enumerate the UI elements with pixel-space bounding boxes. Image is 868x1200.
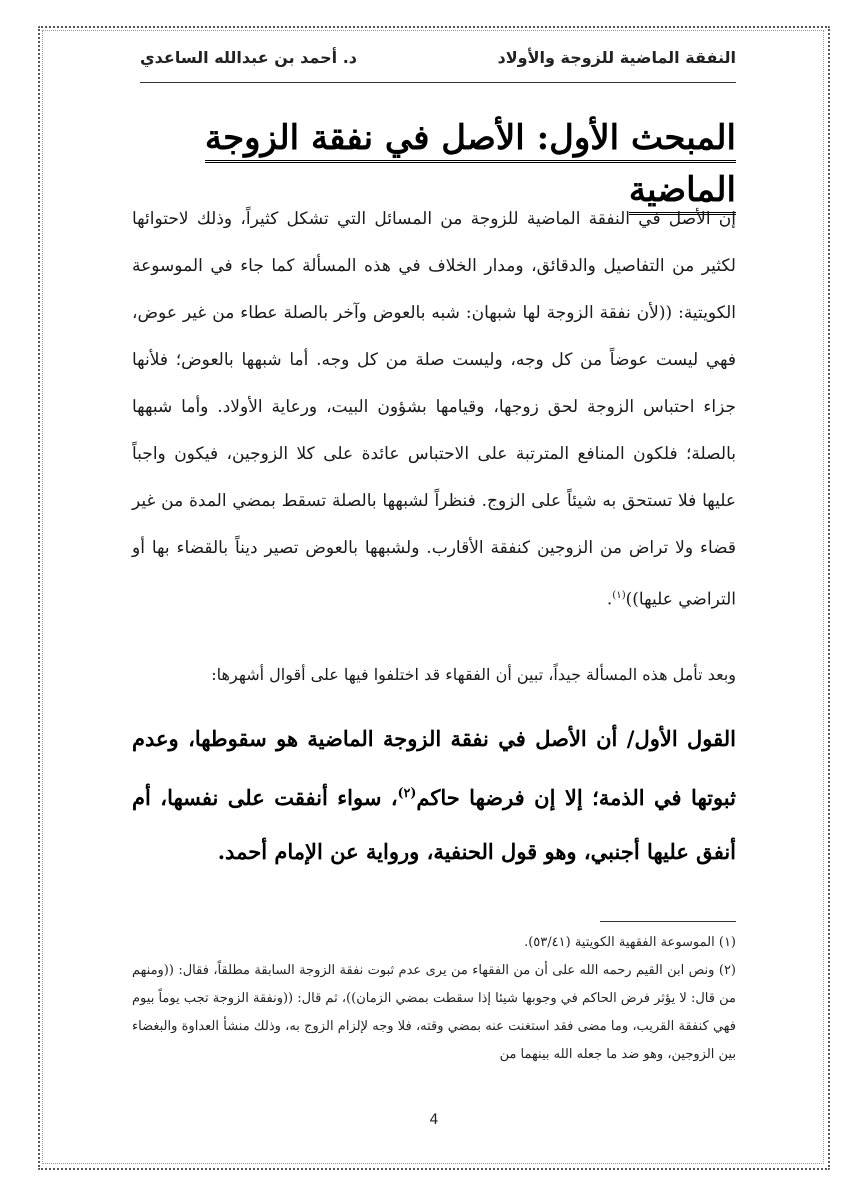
header-rule bbox=[140, 82, 736, 83]
running-header bbox=[140, 40, 736, 74]
section-title-text: المبحث الأول: الأصل في نفقة الزوجة الماضية bbox=[205, 118, 736, 215]
body-end: . bbox=[606, 589, 613, 610]
footnote-rule bbox=[600, 921, 736, 922]
page-number: 4 bbox=[429, 1112, 439, 1128]
header-book-title: النفقة الماضية للزوجة والأولاد bbox=[497, 47, 736, 67]
opinion-text-1: القول الأول/ أن الأصل في نفقة الزوجة الماضية هو سقوطها، وعدم ثبوتها في الذمة؛ إلا إن فرضها حاكم bbox=[132, 726, 736, 810]
footnote-2: (٢) ونص ابن القيم رحمه الله على أن من الفقهاء من يرى عدم ثبوت نفقة الزوجة السابقة مطلقاً، فقال: ((ومنهم من قال: لا يؤثر فرض الحاكم في وجوبها شيئا إذا سقطت بمضي الزمان))، ثم قال: ((ونفقة الزوجة تجب يوماً بيوم فهي كنفقة القريب، وما مضى فقد استغنت عنه بمضي وقته، فلا وجه لإلزام الزوج به، وذلك منشأ العداوة والبغضاء بين الزوجين، وهو ضد ما جعله الله بينهما من bbox=[132, 963, 736, 1062]
opinion-text-2: ، سواء أنفقت على نفسها، أم أنفق عليها أجنبي، وهو قول الحنفية، ورواية عن الإمام أحمد. bbox=[132, 785, 736, 864]
intro-paragraph: وبعد تأمل هذه المسألة جيداً، تبين أن الفقهاء قد اختلفوا فيها على أقوال أشهرها: bbox=[211, 665, 736, 684]
footnote-1: (١) الموسوعة الفقهية الكويتية (٥٣/٤١). bbox=[524, 935, 736, 950]
first-opinion-paragraph bbox=[132, 712, 736, 879]
footnote-ref-1: (١) bbox=[612, 590, 626, 601]
body-paragraph bbox=[132, 196, 736, 624]
footnote-ref-2: (٢) bbox=[397, 785, 417, 800]
footnotes bbox=[132, 929, 736, 1069]
header-author: د. أحمد بن عبدالله الساعدي bbox=[140, 47, 358, 67]
body-text: إن الأصل في النفقة الماضية للزوجة من المسائل التي تشكل كثيراً، وذلك لاحتوائها لكثير من التفاصيل والدقائق، ومدار الخلاف في هذه المسألة كما جاء في الموسوعة الكويتية: ((لأن نفقة الزوجة لها شبهان: شبه بالعوض وآخر بالصلة عطاء من غير عوض، فهي ليست عوضاً من كل وجه، وليست صلة من كل وجه. أما شبهها بالعوض؛ فلأنها جزاء احتباس الزوجة لحق زوجها، وقيامها بشؤون البيت، ورعاية الأولاد. وأما شبهها بالصلة؛ فلكون المنافع المترتبة على الاحتباس عائدة على كلا الزوجين، فيكون واجباً عليها فلا تستحق به شيئاً على الزوج. فنظراً لشبهها بالصلة تسقط بمضي المدة من غير قضاء ولا تراض من الزوجين كنفقة الأقارب. ولشبهها بالعوض تصير ديناً بالقضاء بها أو التراضي عليها)) bbox=[132, 209, 736, 610]
